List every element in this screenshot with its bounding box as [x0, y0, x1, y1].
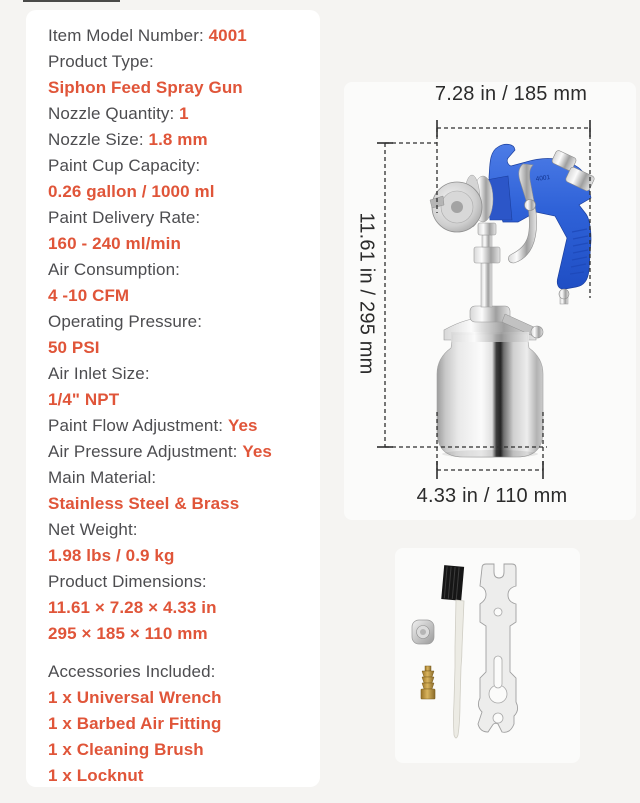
spec-label: Operating Pressure: — [48, 312, 203, 331]
spec-line — [48, 465, 310, 491]
nozzle-air-cap — [430, 175, 512, 232]
spec-value: 1.8 mm — [148, 130, 208, 149]
gun-model-marking: 4001 — [535, 174, 551, 183]
spec-line — [48, 23, 310, 49]
spec-line — [48, 179, 310, 205]
spec-line — [48, 387, 310, 413]
spec-label: Net Weight: — [48, 520, 138, 539]
spec-label: Paint Flow Adjustment: — [48, 416, 228, 435]
dimension-cup-width-label: 4.33 in / 110 mm — [416, 485, 568, 507]
spec-line — [48, 127, 310, 153]
spec-line — [48, 413, 310, 439]
spec-line — [48, 49, 310, 75]
spec-line — [48, 595, 310, 621]
spec-label: Main Material: — [48, 468, 157, 487]
spec-line — [48, 153, 310, 179]
spec-label: Product Dimensions: — [48, 572, 207, 591]
spec-line — [48, 335, 310, 361]
spec-value: 295 × 185 × 110 mm — [48, 624, 208, 643]
universal-wrench — [478, 564, 518, 732]
spec-line — [48, 101, 310, 127]
top-edge-mark — [23, 0, 120, 2]
spec-line — [48, 231, 310, 257]
spec-line — [48, 517, 310, 543]
spec-line — [48, 439, 310, 465]
spec-line — [48, 75, 310, 101]
spec-value: 1/4" NPT — [48, 390, 120, 409]
cleaning-brush — [441, 565, 464, 738]
accessory-value: 1 x Cleaning Brush — [48, 740, 204, 759]
accessory-line — [48, 659, 310, 685]
accessory-line — [48, 763, 310, 789]
spec-label: Paint Cup Capacity: — [48, 156, 201, 175]
accessory-line — [48, 737, 310, 763]
spec-list — [48, 23, 310, 647]
accessory-line — [48, 685, 310, 711]
locknut — [412, 620, 434, 644]
spec-label: Nozzle Size: — [48, 130, 149, 149]
spec-value: 0.26 gallon / 1000 ml — [48, 182, 215, 201]
spec-value: 1 — [179, 104, 189, 123]
paint-cup — [437, 306, 543, 458]
accessories-photo — [398, 552, 573, 757]
barbed-air-fitting — [421, 666, 435, 699]
accessory-label: Accessories Included: — [48, 662, 216, 681]
spec-line — [48, 205, 310, 231]
spec-label: Air Consumption: — [48, 260, 180, 279]
accessory-value: 1 x Universal Wrench — [48, 688, 222, 707]
spec-label: Air Inlet Size: — [48, 364, 150, 383]
spec-line — [48, 543, 310, 569]
spec-label: Product Type: — [48, 52, 154, 71]
spec-value: 160 - 240 ml/min — [48, 234, 181, 253]
dimension-height-label: 11.61 in / 295 mm — [355, 212, 378, 375]
spec-value: 50 PSI — [48, 338, 100, 357]
spec-value: Yes — [227, 416, 258, 435]
spec-line — [48, 309, 310, 335]
spec-label: Air Pressure Adjustment: — [48, 442, 243, 461]
accessory-line — [48, 711, 310, 737]
spec-line — [48, 491, 310, 517]
spec-line — [48, 283, 310, 309]
fluid-stem — [474, 223, 500, 307]
spec-value: 1.98 lbs / 0.9 kg — [48, 546, 175, 565]
spec-line — [48, 621, 310, 647]
spec-value: Yes — [242, 442, 272, 461]
spec-value: 11.61 × 7.28 × 4.33 in — [48, 598, 217, 617]
accessories-list — [48, 659, 310, 789]
spec-value: 4001 — [208, 26, 247, 45]
spray-gun-diagram — [340, 80, 640, 520]
accessory-value: 1 x Barbed Air Fitting — [48, 714, 222, 733]
accessory-value: 1 x Locknut — [48, 766, 144, 785]
spec-line — [48, 569, 310, 595]
spec-line — [48, 257, 310, 283]
spec-value: Stainless Steel & Brass — [48, 494, 240, 513]
spec-label: Item Model Number: — [48, 26, 209, 45]
spec-line — [48, 361, 310, 387]
spec-card — [26, 10, 320, 787]
spec-value: Siphon Feed Spray Gun — [48, 78, 243, 97]
spec-label: Paint Delivery Rate: — [48, 208, 201, 227]
dimension-width-label: 7.28 in / 185 mm — [434, 83, 588, 105]
spec-label: Nozzle Quantity: — [48, 104, 180, 123]
spec-value: 4 -10 CFM — [48, 286, 130, 305]
